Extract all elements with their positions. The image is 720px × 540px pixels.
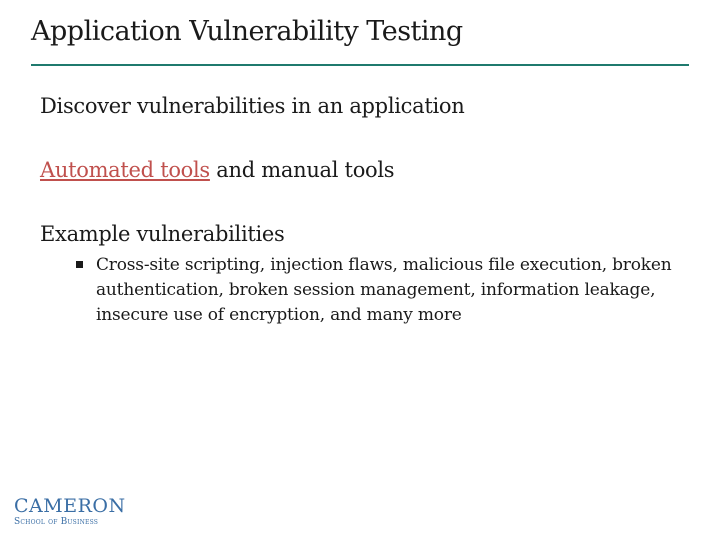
automated-tools-link[interactable]: Automated tools xyxy=(40,158,210,182)
sub-bullet-vulnerability-list xyxy=(96,253,686,328)
slide-title: Application Vulnerability Testing xyxy=(31,16,463,47)
bullet-list xyxy=(40,93,700,328)
bullet-example-vulnerabilities: Example vulnerabilities xyxy=(40,222,285,246)
title-divider xyxy=(31,64,689,66)
sub-bullet-text: Cross-site scripting, injection flaws, malicious file execution, broken authentication, broken session management, information leakage, insecure use of encryption, and many more xyxy=(96,255,672,325)
bullet-discover-vulnerabilities: Discover vulnerabilities in an application xyxy=(40,94,465,118)
logo-subtitle: School of Business xyxy=(14,517,99,527)
cameron-logo xyxy=(14,496,126,528)
bullet-tools xyxy=(40,157,700,183)
square-bullet-icon xyxy=(76,261,83,268)
bullet-tools-text: and manual tools xyxy=(209,158,395,182)
logo-wordmark: CAMERON xyxy=(14,495,126,517)
